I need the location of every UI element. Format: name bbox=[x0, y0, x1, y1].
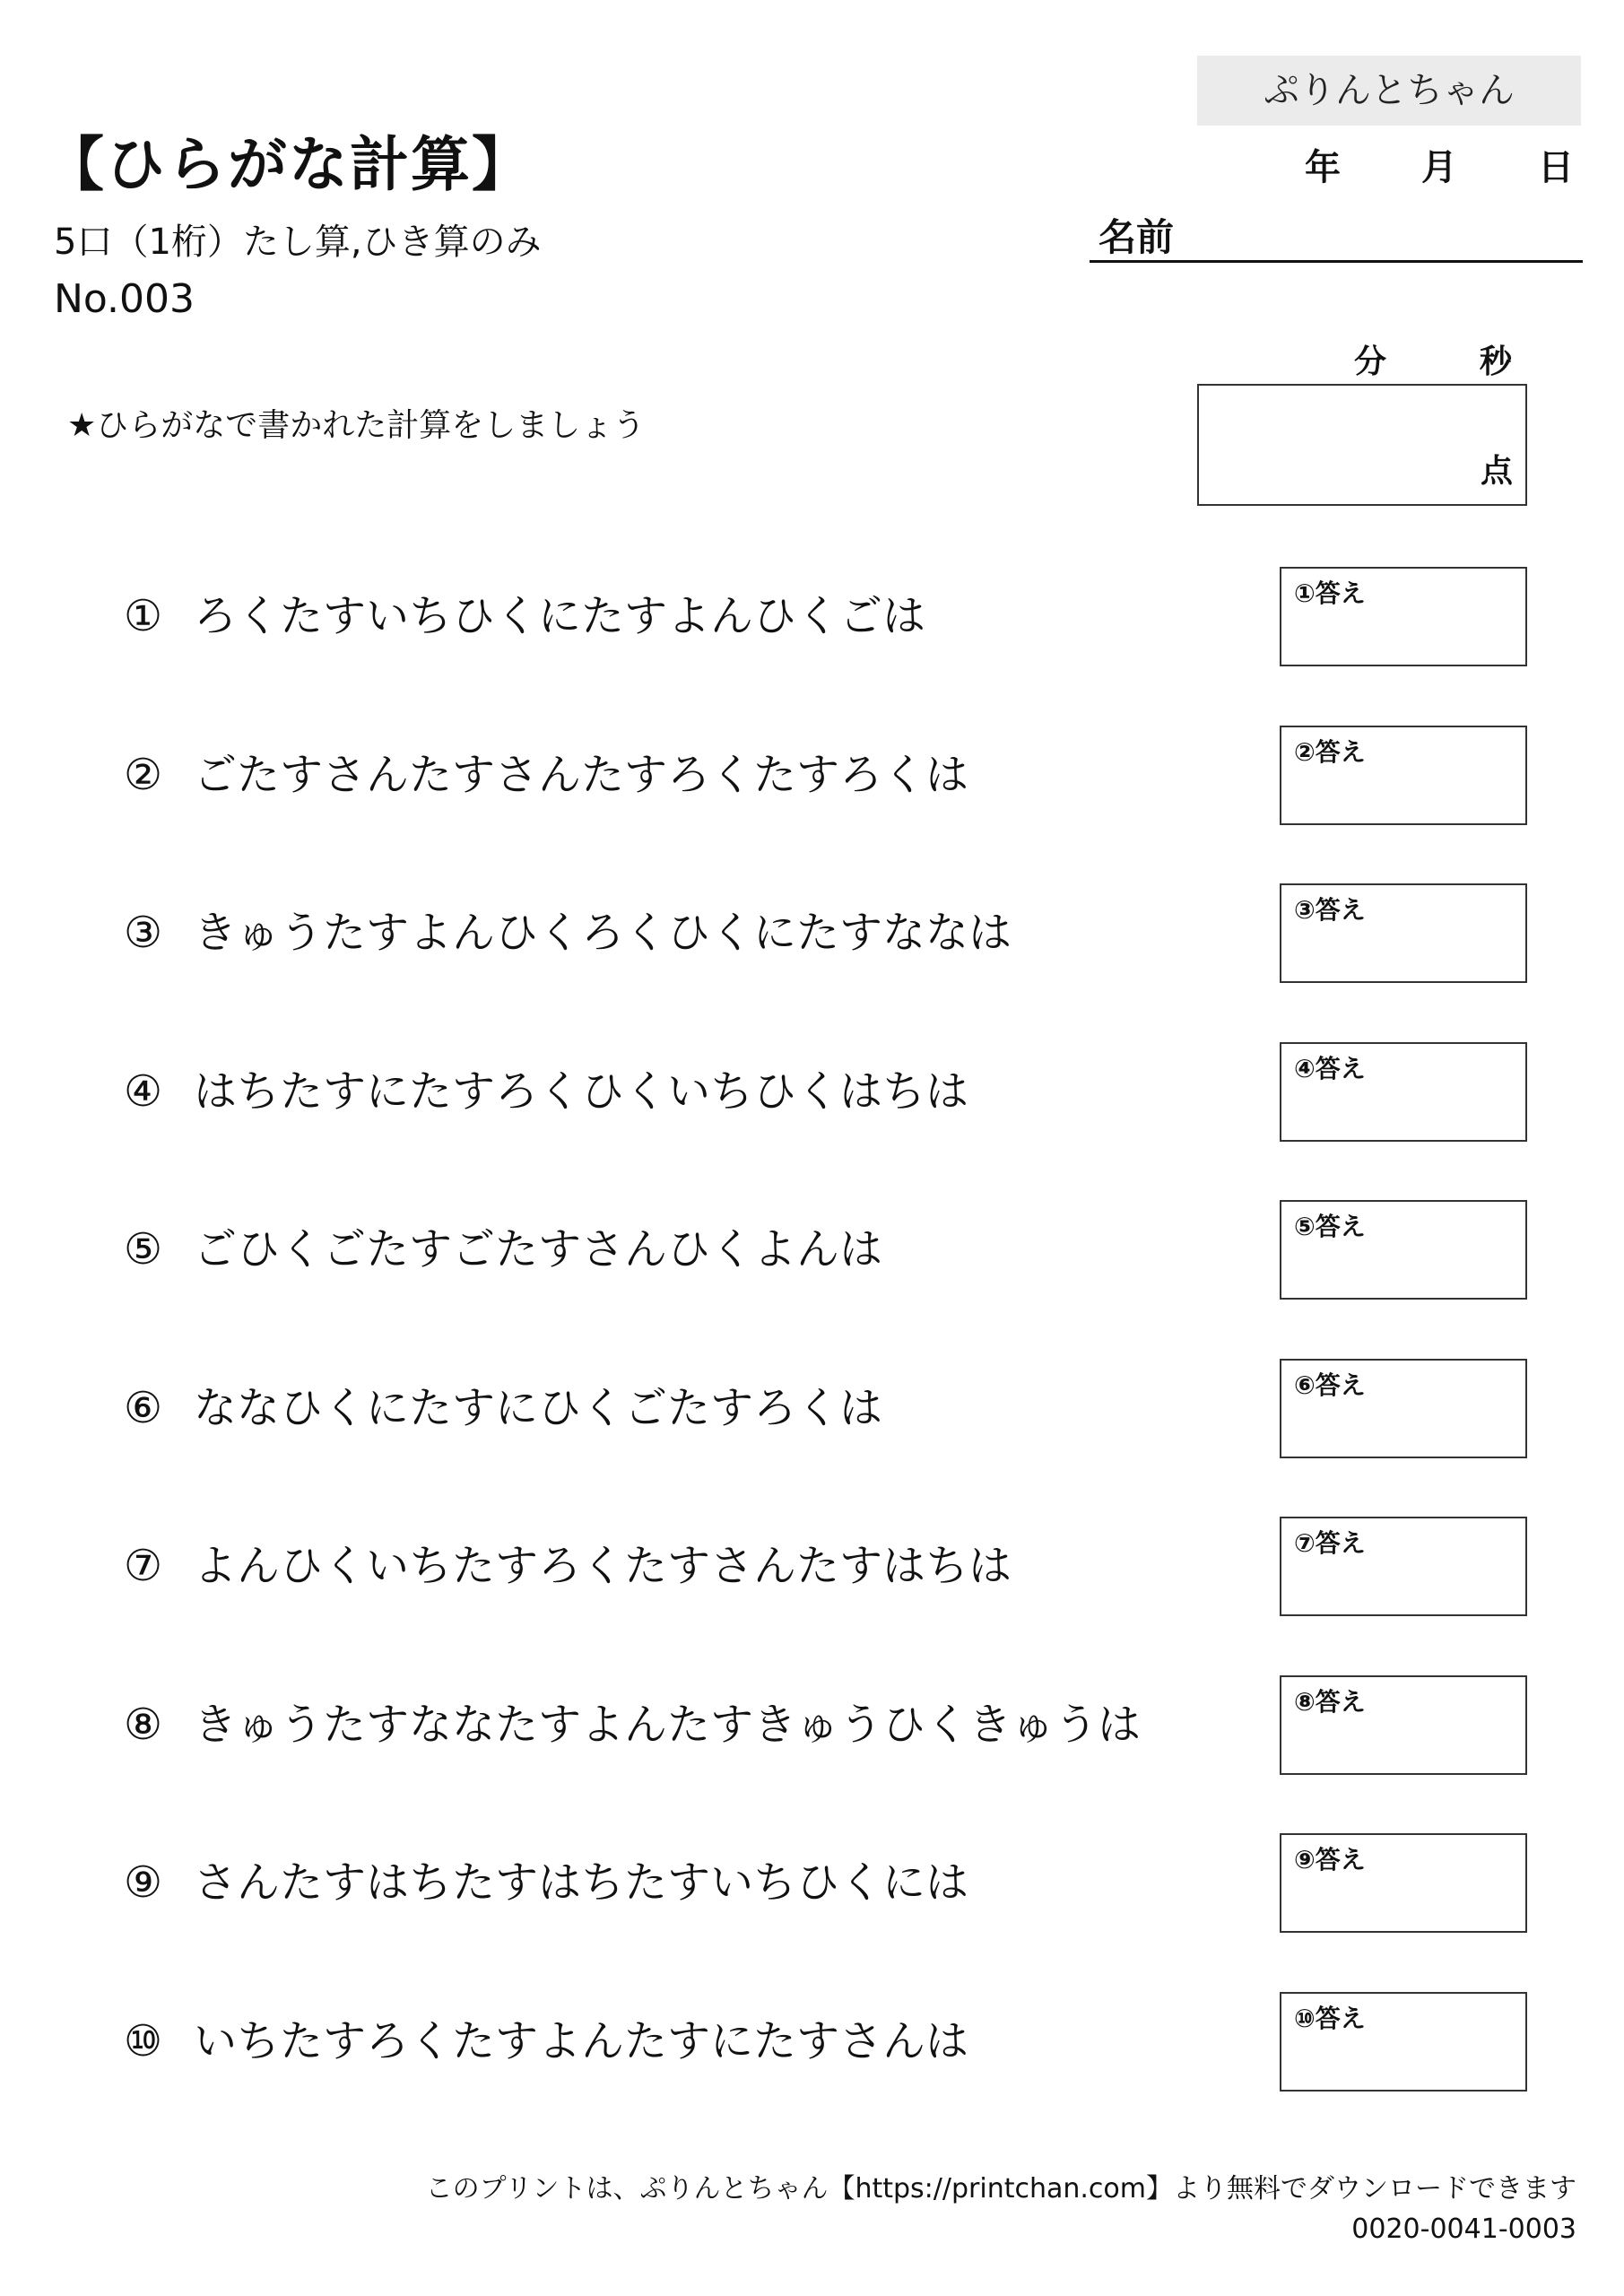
answer-label: ⑧答え bbox=[1294, 1687, 1366, 1717]
question-row bbox=[124, 1690, 1141, 1752]
question-number: ⑨ bbox=[124, 1857, 163, 1908]
worksheet-title: 【ひらがな計算】 bbox=[45, 130, 533, 199]
question-text: さんたすはちたすはちたすいちひくには bbox=[194, 1857, 969, 1908]
question-text: よんひくいちたすろくたすさんたすはちは bbox=[194, 1541, 1012, 1591]
question-text: はちたすにたすろくひくいちひくはちは bbox=[194, 1066, 969, 1117]
answer-box[interactable] bbox=[1280, 883, 1527, 983]
question-number: ⑥ bbox=[124, 1383, 163, 1433]
question-row bbox=[124, 1848, 968, 1909]
answer-label: ①答え bbox=[1294, 578, 1366, 608]
date-month-label: 月 bbox=[1421, 147, 1457, 188]
answer-box[interactable] bbox=[1280, 1200, 1527, 1300]
question-number: ⑧ bbox=[124, 1700, 163, 1750]
score-box bbox=[1197, 384, 1527, 506]
worksheet-subtitle: 5口（1桁）たし算,ひき算のみ bbox=[54, 222, 542, 263]
footer-note: このプリントは、ぷりんとちゃん【https://printchan.com】より無料でダウンロードできます bbox=[425, 2173, 1576, 2205]
answer-box[interactable] bbox=[1280, 1517, 1527, 1616]
minutes-label: 分 bbox=[1354, 344, 1387, 380]
date-day-label: 日 bbox=[1538, 147, 1574, 188]
answer-label: ⑨答え bbox=[1294, 1845, 1366, 1874]
question-row bbox=[124, 2006, 968, 2068]
answer-box[interactable] bbox=[1280, 726, 1527, 825]
question-text: ごたすさんたすさんたすろくたすろくは bbox=[194, 750, 969, 800]
name-label: 名前 bbox=[1099, 215, 1175, 259]
question-text: きゅうたすよんひくろくひくにたすななは bbox=[194, 908, 1012, 958]
date-year-label: 年 bbox=[1305, 147, 1341, 188]
question-row bbox=[124, 740, 968, 802]
worksheet-number: No.003 bbox=[54, 276, 195, 322]
question-text: ろくたすいちひくにたすよんひくごは bbox=[194, 591, 926, 641]
answer-box[interactable] bbox=[1280, 1833, 1527, 1933]
answer-label: ⑤答え bbox=[1294, 1212, 1366, 1241]
name-line bbox=[1090, 260, 1583, 263]
answer-label: ②答え bbox=[1294, 737, 1366, 767]
answer-box[interactable] bbox=[1280, 1359, 1527, 1458]
answer-label: ⑥答え bbox=[1294, 1370, 1366, 1400]
answer-label: ⑩答え bbox=[1294, 2004, 1366, 2033]
question-row bbox=[124, 1057, 968, 1118]
seconds-label: 秒 bbox=[1480, 344, 1513, 380]
question-text: ななひくにたすにひくごたすろくは bbox=[194, 1383, 883, 1433]
question-text: いちたすろくたすよんたすにたすさんは bbox=[194, 2016, 969, 2066]
instruction-text: ★ひらがなで書かれた計算をしましょう bbox=[67, 407, 646, 444]
answer-label: ⑦答え bbox=[1294, 1528, 1366, 1558]
question-number: ① bbox=[124, 591, 163, 641]
question-row bbox=[124, 1531, 1012, 1593]
answer-box[interactable] bbox=[1280, 1675, 1527, 1775]
question-number: ⑦ bbox=[124, 1541, 163, 1591]
answer-box[interactable] bbox=[1280, 567, 1527, 666]
question-number: ③ bbox=[124, 908, 163, 958]
question-text: きゅうたすななたすよんたすきゅうひくきゅうは bbox=[194, 1700, 1142, 1750]
answer-box[interactable] bbox=[1280, 1992, 1527, 2092]
answer-label: ③答え bbox=[1294, 895, 1366, 925]
brand-label: ぷりんとちゃん bbox=[1197, 56, 1581, 126]
question-number: ④ bbox=[124, 1066, 163, 1117]
score-unit-label: 点 bbox=[1480, 453, 1513, 490]
question-number: ⑤ bbox=[124, 1224, 163, 1274]
answer-label: ④答え bbox=[1294, 1054, 1366, 1083]
question-row bbox=[124, 1214, 882, 1276]
question-number: ⑩ bbox=[124, 2016, 163, 2066]
question-row bbox=[124, 1373, 882, 1435]
question-row bbox=[124, 898, 1012, 960]
answer-box[interactable] bbox=[1280, 1042, 1527, 1142]
question-number: ② bbox=[124, 750, 163, 800]
question-text: ごひくごたすごたすさんひくよんは bbox=[194, 1224, 883, 1274]
worksheet-code: 0020-0041-0003 bbox=[1351, 2213, 1576, 2245]
question-row bbox=[124, 581, 925, 643]
